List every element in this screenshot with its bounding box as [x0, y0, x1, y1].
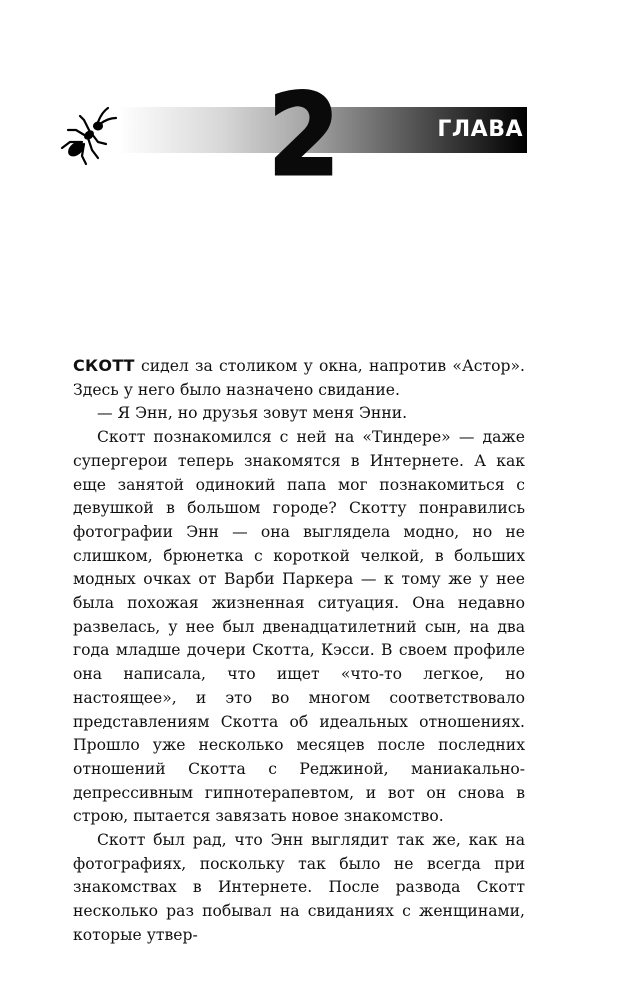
paragraph: Скотт был рад, что Энн выглядит так же, как на фотографиях, поскольку так было не всегда при знакомствах в Интернете. После развода Скотт несколько раз побывал на свиданиях с женщинами, которые утвер- — [73, 831, 525, 944]
chapter-text — [73, 354, 525, 948]
paragraph: — Я Энн, но друзья зовут меня Энни. — [97, 404, 408, 423]
paragraph: Скотт познакомился с ней на «Тиндере» — даже супергерои теперь знакомятся в Интернете. А как еще занятой одинокий папа мог познакомиться с девушкой в большом городе? Скотту понравились фотографии Энн — она выглядела модно, но не слишком, брюнетка с короткой челкой, в больших модных очках от Варби Паркера — к тому же у нее была похожая жизненная ситуация. Она недавно развелась, у нее был двенадцатилетний сын, на два года младше дочери Скотта, Кэсси. В своем профиле она написала, что ищет «что-то легкое, но настоящее», и это во многом соответствовало представлениям Скотта об идеальных отношениях. Прошло уже несколько месяцев после последних отношений Скотта с Реджиной, маниакально-депрессивным гипнотерапевтом, и вот он снова в строю, пытается завязать новое знакомство. — [73, 428, 525, 826]
chapter-label: ГЛАВА — [437, 117, 523, 142]
chapter-header — [54, 71, 529, 201]
chapter-number: 2 — [268, 71, 340, 201]
paragraph — [73, 354, 525, 402]
ant-icon — [58, 102, 122, 166]
paragraph-text: сидел за столиком у окна, напротив «Астор». Здесь у него было назначено свидание. — [73, 357, 525, 399]
lead-word: СКОТТ — [73, 356, 135, 375]
